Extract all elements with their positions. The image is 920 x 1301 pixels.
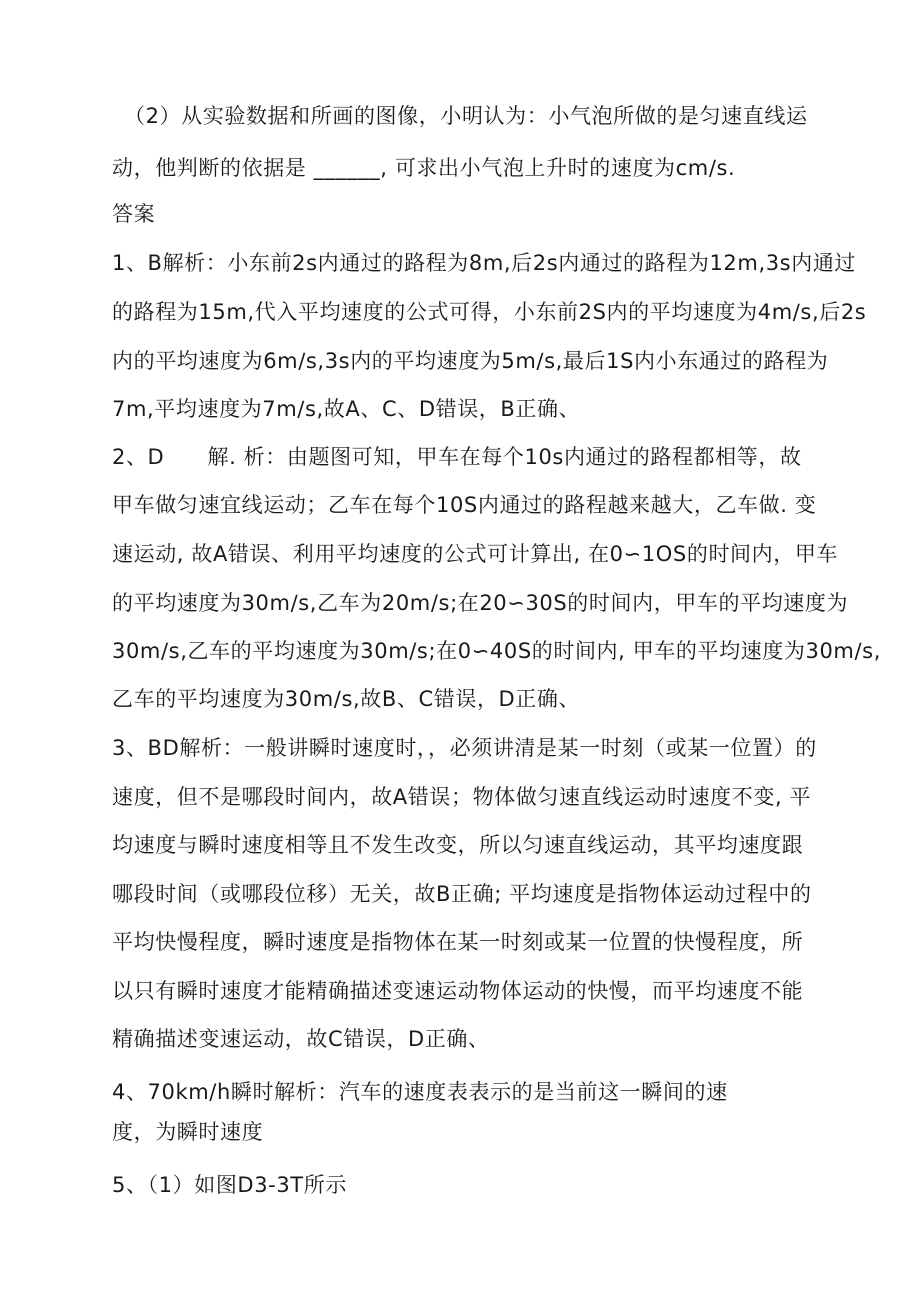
text-line: 4、70km/h瞬时解析：汽车的速度表表示的是当前这一瞬间的速 — [112, 1080, 728, 1104]
text-line: 动，他判断的依据是 ______, 可求出小气泡上升时的速度为cm∕s. — [112, 156, 736, 180]
text-line: 1、B解析：小东前2s内通过的路程为8m,后2s内通过的路程为12m,3s内通过 — [112, 251, 857, 275]
text-line: 平均快慢程度，瞬时速度是指物体在某一时刻或某一位置的快慢程度，所 — [112, 930, 804, 954]
text-line: 5、（1）如图D3-3T所示 — [112, 1173, 347, 1197]
text-line: 2、D 解. 析：由题图可知，甲车在每个10s内通过的路程都相等，故 — [112, 445, 802, 469]
text-line: 3、BD解析：一般讲瞬时速度时，，必须讲清是某一时刻（或某一位置）的 — [112, 736, 817, 760]
text-line: 7m,平均速度为7m∕s,故A、C、D错误，B正确、 — [112, 397, 581, 421]
answer-heading: 答案 — [112, 202, 156, 226]
text-line: 哪段时间（或哪段位移）无关，故B正确; 平均速度是指物体运动过程中的 — [112, 882, 812, 906]
text-line: （2）从实验数据和所画的图像，小明认为：小气泡所做的是匀速直线运 — [124, 104, 808, 128]
text-line: 内的平均速度为6m∕s,3s内的平均速度为5m∕s,最后1S内小东通过的路程为 — [112, 349, 829, 373]
text-line: 速度，但不是哪段时间内，故A错误；物体做匀速直线运动时速度不变, 平 — [112, 785, 812, 809]
text-line: 以只有瞬时速度才能精确描述变速运动物体运动的快慢，而平均速度不能 — [112, 979, 804, 1003]
text-line: 速运动, 故A错误、利用平均速度的公式可计算出, 在0∽1OS的时间内，甲车 — [112, 542, 839, 566]
text-line: 精确描述变速运动，故C错误，D正确、 — [112, 1027, 490, 1051]
text-line: 的路程为15m,代入平均速度的公式可得，小东前2S内的平均速度为4m∕s,后2s — [112, 300, 867, 324]
text-line: 的平均速度为30m∕s,乙车为20m/s;在20∽30S的时间内，甲车的平均速度为 — [112, 591, 849, 615]
text-line: 均速度与瞬时速度相等且不发生改变，所以匀速直线运动，其平均速度跟 — [112, 833, 804, 857]
text-line: 30m∕s,乙车的平均速度为30m/s;在0∽40S的时间内, 甲车的平均速度为30m∕s, — [112, 639, 881, 663]
text-line: 度，为瞬时速度 — [112, 1120, 264, 1144]
text-line: 甲车做匀速宜线运动；乙车在每个10S内通过的路程越来越大，乙车做. 变 — [112, 493, 817, 517]
text-line: 乙车的平均速度为30m∕s,故B、C错误，D正确、 — [112, 687, 581, 711]
